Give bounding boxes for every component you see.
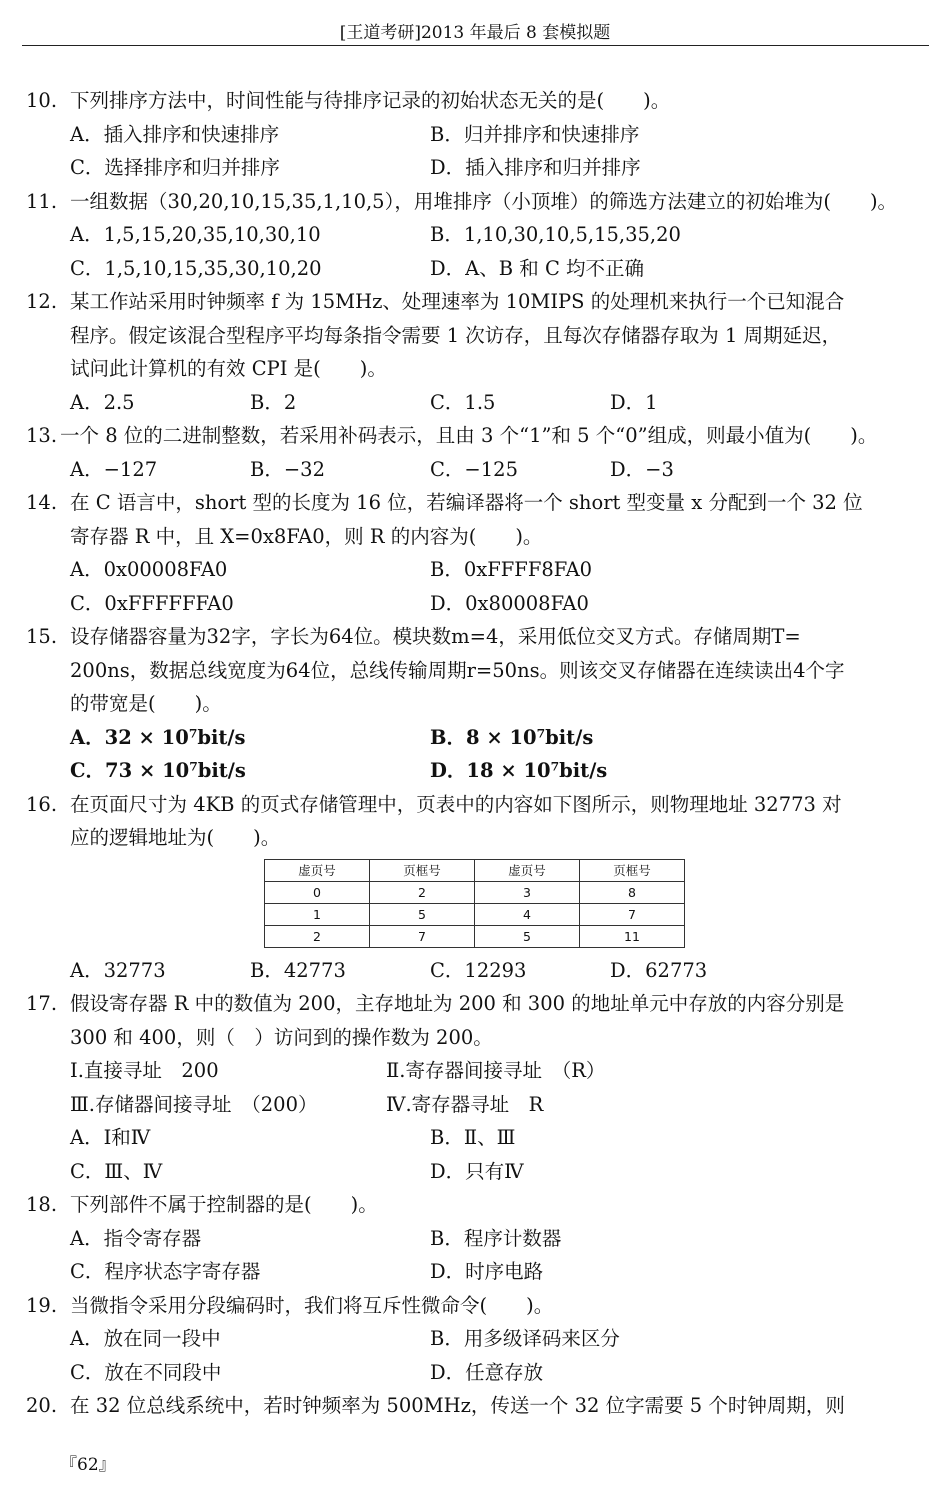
question-14 xyxy=(26,486,932,620)
question-12 xyxy=(26,285,932,419)
question-16 xyxy=(26,788,932,988)
page-table xyxy=(264,859,685,948)
table-cell: 7 xyxy=(580,903,685,925)
option-b: B．1,10,30,10,5,15,35,20 xyxy=(430,223,681,246)
question-number: 20. xyxy=(26,1394,58,1417)
question-number: 12. xyxy=(26,290,58,313)
question-number: 13. xyxy=(26,424,58,447)
question-20 xyxy=(26,1389,932,1423)
table-cell: 8 xyxy=(580,881,685,903)
option-d: D．只有Ⅳ xyxy=(430,1159,524,1183)
question-text-line: 程序。假定该混合型程序平均每条指令需要 1 次访存，且每次存储器存取为 1 周期延迟， xyxy=(70,323,842,347)
table-header-row xyxy=(265,859,685,881)
question-19 xyxy=(26,1289,932,1390)
question-list xyxy=(26,84,932,1423)
option-d: D．插入排序和归并排序 xyxy=(430,156,641,179)
option-a: A．1,5,15,20,35,10,30,10 xyxy=(70,223,321,246)
question-number: 16. xyxy=(26,792,58,816)
table-cell: 2 xyxy=(265,925,370,947)
item-2: Ⅱ.寄存器间接寻址 （R） xyxy=(386,1059,606,1082)
option-d: D．18 × 10⁷bit/s xyxy=(430,759,608,782)
option-d: D．时序电路 xyxy=(430,1260,544,1283)
option-b: B．归并排序和快速排序 xyxy=(430,122,640,146)
question-text-line: 的带宽是( )。 xyxy=(70,692,222,715)
question-text-line: 300 和 400，则（ ）访问到的操作数为 200。 xyxy=(70,1025,493,1049)
option-c: C．Ⅲ、Ⅳ xyxy=(70,1159,163,1183)
question-text: 在页面尺寸为 4KB 的页式存储管理中，页表中的内容如下图所示，则物理地址 32773 对 xyxy=(70,792,842,816)
question-text: 下列部件不属于控制器的是( )。 xyxy=(70,1193,378,1216)
question-text-line: 应的逻辑地址为( )。 xyxy=(70,826,281,849)
page-header: [王道考研]2013 年最后 8 套模拟题 xyxy=(339,23,611,43)
option-c: C．1,5,10,15,35,30,10,20 xyxy=(70,256,322,280)
table-header-cell: 页框号 xyxy=(580,859,685,881)
item-1: Ⅰ.直接寻址 200 xyxy=(70,1059,219,1082)
question-number: 14. xyxy=(26,491,58,514)
option-b: B．Ⅱ、Ⅲ xyxy=(430,1126,516,1149)
option-d: D．1 xyxy=(610,390,658,414)
question-18 xyxy=(26,1188,932,1289)
question-number: 17. xyxy=(26,992,58,1015)
question-text: 在 C 语言中，short 型的长度为 16 位，若编译器将一个 short 型变量 x 分配到一个 32 位 xyxy=(70,491,863,514)
question-13 xyxy=(26,419,932,486)
table-cell: 5 xyxy=(370,903,475,925)
question-text: 当微指令采用分段编码时，我们将互斥性微命令( )。 xyxy=(70,1293,554,1317)
option-c: C．−125 xyxy=(430,457,518,481)
table-cell: 0 xyxy=(265,881,370,903)
option-b: B．8 × 10⁷bit/s xyxy=(430,725,594,749)
question-number: 18. xyxy=(26,1193,58,1216)
option-a: A．放在同一段中 xyxy=(70,1327,221,1350)
table-header-cell: 虚页号 xyxy=(475,859,580,881)
option-b: B．用多级译码来区分 xyxy=(430,1327,620,1350)
option-d: D．−3 xyxy=(610,457,674,481)
table-cell: 11 xyxy=(580,925,685,947)
table-row xyxy=(265,881,685,903)
option-c: C．程序状态字寄存器 xyxy=(70,1260,261,1283)
table-cell: 7 xyxy=(370,925,475,947)
option-b: B．42773 xyxy=(250,958,346,982)
question-text: 某工作站采用时钟频率 f 为 15MHz、处理速率为 10MIPS 的处理机来执行一个已知混合 xyxy=(70,290,845,313)
option-d: D．0x80008FA0 xyxy=(430,591,589,615)
option-a: A．Ⅰ和Ⅳ xyxy=(70,1126,151,1149)
item-3: Ⅲ.存储器间接寻址 （200） xyxy=(70,1092,318,1116)
option-c: C．12293 xyxy=(430,958,527,982)
question-number: 15. xyxy=(26,625,58,648)
option-c: C．选择排序和归并排序 xyxy=(70,156,280,179)
table-cell: 3 xyxy=(475,881,580,903)
question-text: 假设寄存器 R 中的数值为 200，主存地址为 200 和 300 的地址单元中存放的内容分别是 xyxy=(70,992,845,1015)
option-a: A．32 × 10⁷bit/s xyxy=(70,725,246,749)
table-cell: 4 xyxy=(475,903,580,925)
question-10 xyxy=(26,84,932,185)
table-cell: 2 xyxy=(370,881,475,903)
page-number: 『62』 xyxy=(60,1455,116,1475)
option-c: C．1.5 xyxy=(430,390,496,414)
option-a: A．−127 xyxy=(70,457,158,481)
question-text: 在 32 位总线系统中，若时钟频率为 500MHz，传送一个 32 位字需要 5 个时钟周期，则 xyxy=(70,1394,845,1417)
table-row xyxy=(265,903,685,925)
question-text: 设存储器容量为32字，字长为64位。模块数m=4，采用低位交叉方式。存储周期T= xyxy=(70,625,801,648)
question-number: 19. xyxy=(26,1293,58,1317)
option-a: A．插入排序和快速排序 xyxy=(70,122,280,146)
question-text-line: 寄存器 R 中，且 X=0x8FA0，则 R 的内容为( )。 xyxy=(70,524,543,548)
table-cell: 5 xyxy=(475,925,580,947)
option-b: B．2 xyxy=(250,390,297,414)
question-text-line: 试问此计算机的有效 CPI 是( )。 xyxy=(70,357,387,380)
question-number: 10. xyxy=(26,89,58,112)
option-a: A．32773 xyxy=(70,958,166,982)
option-c: C．0xFFFFFFA0 xyxy=(70,591,234,615)
option-c: C．放在不同段中 xyxy=(70,1360,222,1384)
table-header-cell: 页框号 xyxy=(370,859,475,881)
header-rule xyxy=(22,45,929,46)
table-header-cell: 虚页号 xyxy=(265,859,370,881)
item-4: Ⅳ.寄存器寻址 R xyxy=(386,1092,544,1116)
option-d: D．62773 xyxy=(610,958,708,982)
option-b: B．程序计数器 xyxy=(430,1226,562,1250)
question-17 xyxy=(26,987,932,1188)
question-number: 11. xyxy=(26,189,58,213)
option-a: A．0x00008FA0 xyxy=(70,558,228,581)
table-row xyxy=(265,925,685,947)
table-cell: 1 xyxy=(265,903,370,925)
option-b: B．−32 xyxy=(250,457,325,481)
option-a: A．2.5 xyxy=(70,390,135,414)
question-text-line: 200ns，数据总线宽度为64位，总线传输周期r=50ns。则该交叉存储器在连续读出4个字 xyxy=(70,658,845,682)
option-a: A．指令寄存器 xyxy=(70,1226,202,1250)
question-15 xyxy=(26,620,932,788)
question-text: 下列排序方法中，时间性能与待排序记录的初始状态无关的是( )。 xyxy=(70,89,671,112)
question-11 xyxy=(26,185,932,286)
question-text: 一组数据（30,20,10,15,35,1,10,5），用堆排序（小顶堆）的筛选方法建立的初始堆为( )。 xyxy=(70,189,898,213)
option-c: C．73 × 10⁷bit/s xyxy=(70,759,246,782)
option-b: B．0xFFFF8FA0 xyxy=(430,558,593,581)
question-text: 一个 8 位的二进制整数，若采用补码表示，且由 3 个“1”和 5 个“0”组成，则最小值为( )。 xyxy=(60,424,878,447)
option-d: D．任意存放 xyxy=(430,1360,544,1384)
option-d: D．A、B 和 C 均不正确 xyxy=(430,256,645,280)
